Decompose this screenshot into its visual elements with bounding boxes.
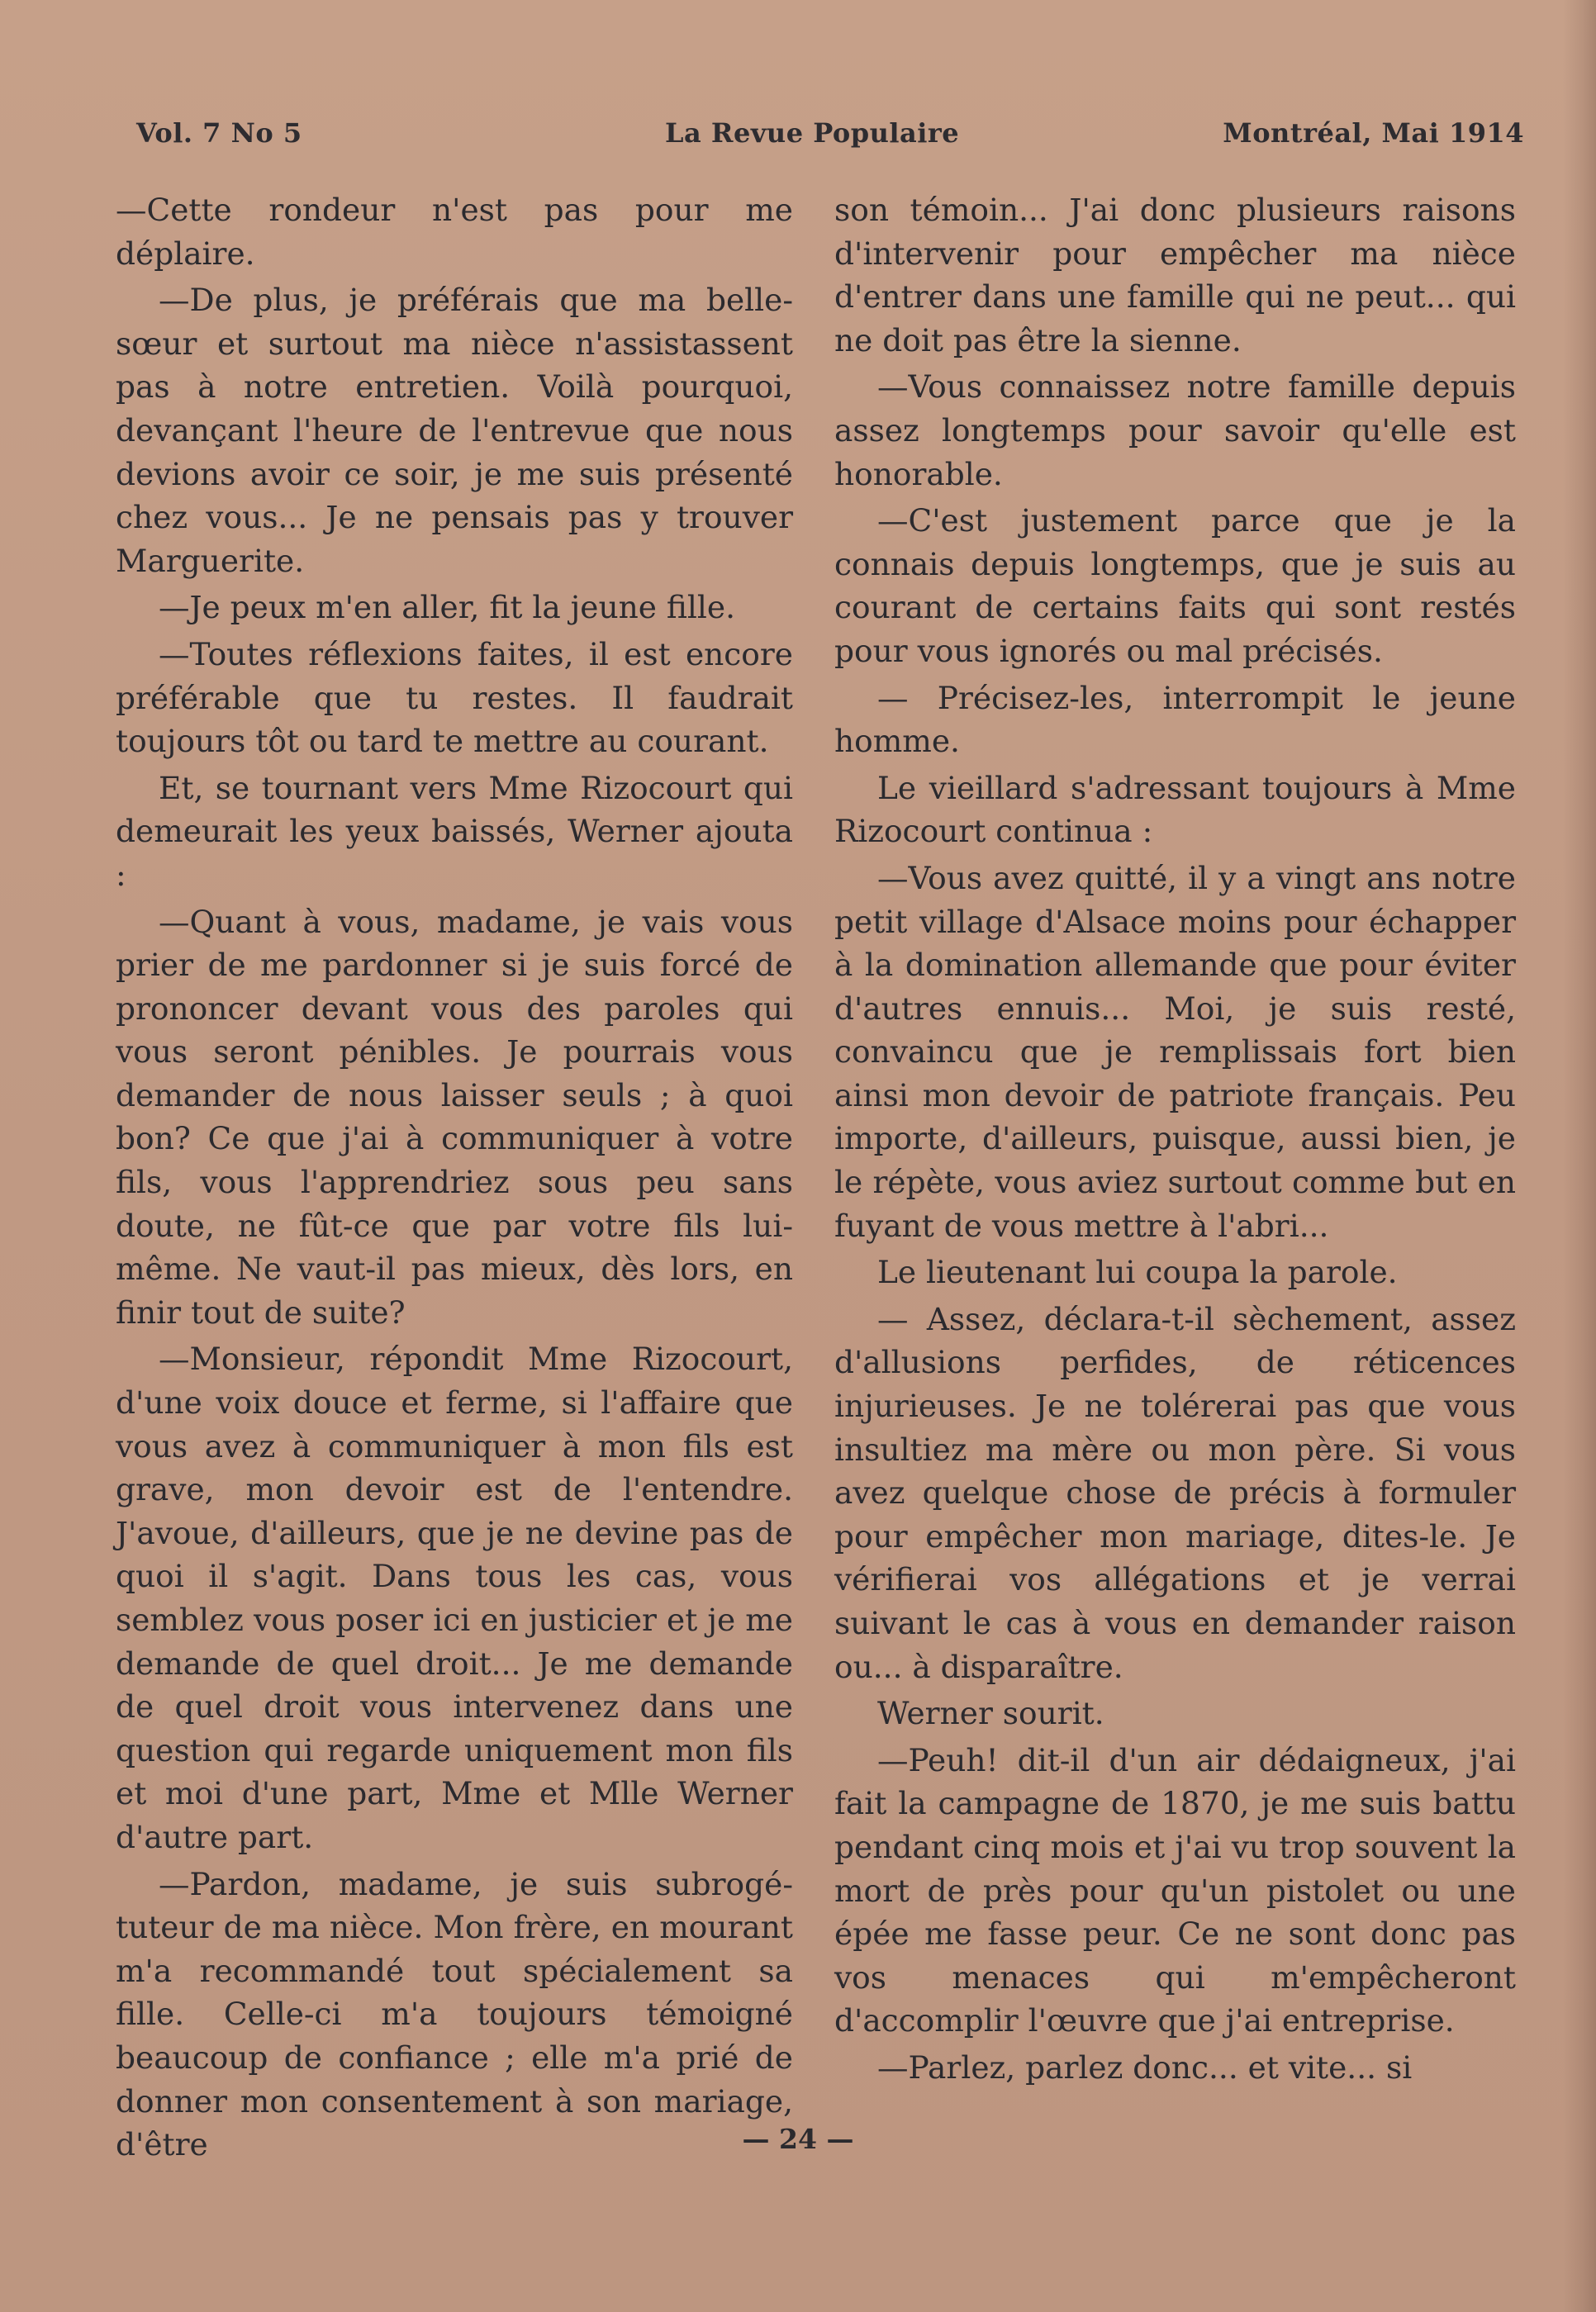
paragraph: son témoin... J'ai donc plusieurs raisons d'intervenir pour empêcher ma nièce d'entrer dans une famille qui ne peut... qui ne doit pas être la sienne. (834, 192, 1516, 358)
page-number: — 24 — (742, 2123, 854, 2155)
paragraph: —Cette rondeur n'est pas pour me déplaire. (116, 192, 793, 272)
paragraph: —Vous avez quitté, il y a vingt ans notre petit village d'Alsace moins pour échapper à la domination allemande que pour éviter d'autres ennuis... Moi, je suis resté, convaincu que je remplissais fort bien ainsi mon devoir de patriote français. Peu importe, d'ailleurs, puisque, aussi bien, je le répète, vous aviez surtout comme but en fuyant de vous mettre à l'abri... (834, 859, 1516, 1244)
paragraph: Le vieillard s'adressant toujours à Mme Rizocourt continua : (834, 769, 1516, 850)
paragraph: Werner sourit. (877, 1695, 1104, 1732)
paragraph: —Toutes réflexions faites, il est encore préférable que tu restes. Il faudrait toujours tôt ou tard te mettre au courant. (116, 635, 793, 760)
paragraph: — Assez, déclara-t-il sèchement, assez d'allusions perfides, de réticences injurieuses. Je ne tolérerai pas que vous insultiez ma mère ou mon père. Si vous avez quelque chose de précis à formuler pour empêcher mon mariage, dites-le. Je vérifierai vos allégations et je verrai suivant le cas à vous en demander raison ou... à disparaître. (834, 1300, 1516, 1685)
paragraph: —Quant à vous, madame, je vais vous prier de me pardonner si je suis forcé de prononcer devant vous des paroles qui vous seront pénibles. Je pourrais vous demander de nous laisser seuls ; à quoi bon? Ce que j'ai à communiquer à votre fils, vous l'apprendriez sous peu sans doute, ne fût-ce que par votre fils lui-même. Ne vaut-il pas mieux, dès lors, en finir tout de suite? (116, 903, 793, 1331)
publication-title: La Revue Populaire (665, 117, 960, 149)
paragraph: Le lieutenant lui coupa la parole. (877, 1254, 1398, 1291)
page-edge-shadow (1563, 0, 1596, 2312)
paragraph: Et, se tournant vers Mme Rizocourt qui demeurait les yeux baissés, Werner ajouta : (116, 769, 793, 893)
running-header (136, 117, 1524, 159)
issue-date: Montréal, Mai 1914 (1223, 117, 1524, 149)
paragraph: —Parlez, parlez donc... et vite... si (877, 2049, 1413, 2086)
paragraph: — Précisez-les, interrompit le jeune homme. (834, 679, 1516, 760)
paragraph: —Peuh! dit-il d'un air dédaigneux, j'ai fait la campagne de 1870, je me suis battu pendant cinq mois et j'ai vu trop souvent la mort de près pour qu'un pistolet ou une épée me fasse peur. Ce ne sont donc pas vos menaces qui m'empêcheront d'accomplir l'œuvre que j'ai entreprise. (834, 1741, 1516, 2039)
paragraph: —Je peux m'en aller, fit la jeune fille. (159, 589, 735, 626)
volume-number: Vol. 7 No 5 (136, 117, 302, 149)
right-column (834, 188, 1516, 2093)
paragraph: —Monsieur, répondit Mme Rizocourt, d'une voix douce et ferme, si l'affaire que vous avez à communiquer à mon fils est grave, mon devoir est de l'entendre. J'avoue, d'ailleurs, que je ne devine pas de quoi il s'agit. Dans tous les cas, vous semblez vous poser ici en justicier et je me demande de quel droit... Je me demande de quel droit vous intervenez dans une question qui regarde uniquement mon fils et moi d'une part, Mme et Mlle Werner d'autre part. (116, 1341, 793, 1855)
paragraph: —Vous connaissez notre famille depuis assez longtemps pour savoir qu'elle est honorable. (834, 368, 1516, 492)
paragraph: —De plus, je préférais que ma belle-sœur et surtout ma nièce n'assistassent pas à notre entretien. Voilà pourquoi, devançant l'heure de l'entrevue que nous devions avoir ce soir, je me suis présenté chez vous... Je ne pensais pas y trouver Marguerite. (116, 282, 793, 579)
left-column (116, 188, 793, 2170)
paragraph: —C'est justement parce que je la connais depuis longtemps, que je suis au courant de certains faits qui sont restés pour vous ignorés ou mal précisés. (834, 502, 1516, 669)
paragraph: —Pardon, madame, je suis subrogé-tuteur de ma nièce. Mon frère, en mourant m'a recommandé tout spécialement sa fille. Celle-ci m'a toujours témoigné beaucoup de confiance ; elle m'a prié de donner mon consentement à son mariage, d'être (116, 1865, 793, 2163)
